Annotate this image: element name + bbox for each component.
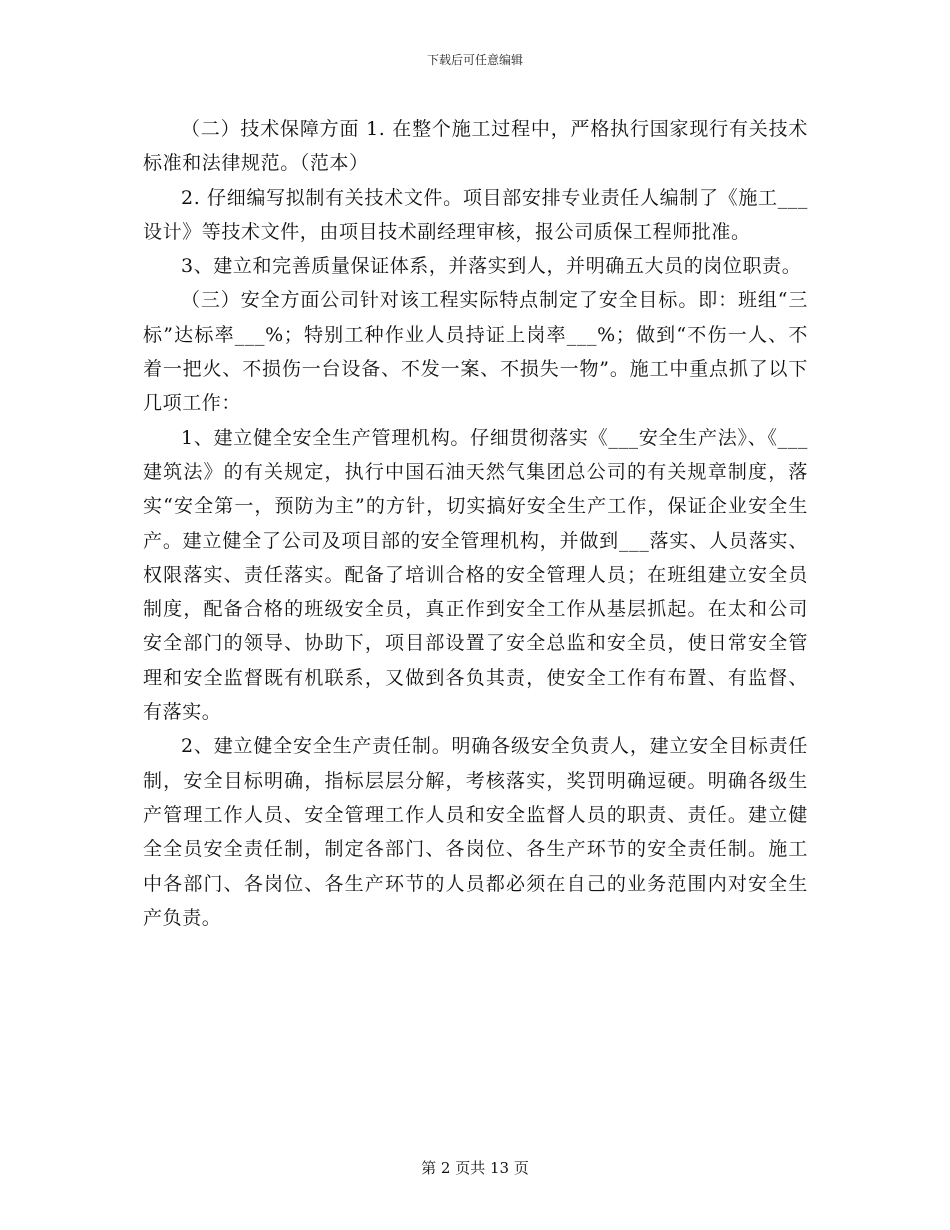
paragraph-safety-targets: （三）安全方面公司针对该工程实际特点制定了安全目标。即：班组“三标”达标率___%；特别工种作业人员持证上岗率___%；做到“不伤一人、不着一把火、不损伤一台设备、不发一案、不损失一物”。施工中重点抓了以下几项工作： xyxy=(143,289,808,415)
paragraph-safety-responsibility: 2、建立健全安全生产责任制。明确各级安全负责人，建立安全目标责任制，安全目标明确，指标层层分解，考核落实，奖罚明确逗硬。明确各级生产管理工作人员、安全管理工作人员和安全监督人员的职责、责任。建立健全全员安全责任制，制定各部门、各岗位、各生产环节的安全责任制。施工中各部门、各岗位、各生产环节的人员都必须在自己的业务范围内对安全生产负责。 xyxy=(143,735,808,929)
page-number: 第 2 页共 13 页 xyxy=(421,1159,529,1177)
paragraph-quality-system: 3、建立和完善质量保证体系，并落实到人，并明确五大员的岗位职责。 xyxy=(181,255,802,278)
paragraph-technical-documents: 2. 仔细编写拟制有关技术文件。项目部安排专业责任人编制了《施工___设计》等技术文件，由项目技术副经理审核，报公司质保工程师批准。 xyxy=(143,186,808,243)
page-header: 下载后可任意编辑 xyxy=(426,53,523,67)
paragraph-safety-organization: 1、建立健全安全生产管理机构。仔细贯彻落实《___安全生产法》、《___建筑法》的有关规定，执行中国石油天然气集团总公司的有关规章制度，落实“安全第一，预防为主”的方针，切实搞好安全生产工作，保证企业安全生产。建立健全了公司及项目部的安全管理机构，并做到___落实、人员落实、权限落实、责任落实。配备了培训合格的安全管理人员；在班组建立安全员制度，配备合格的班级安全员，真正作到安全工作从基层抓起。在太和公司安全部门的领导、协助下，项目部设置了安全总监和安全员，使日常安全管理和安全监督既有机联系，又做到各负其责，使安全工作有布置、有监督、有落实。 xyxy=(143,426,808,724)
paragraph-technical-assurance: （二）技术保障方面 1. 在整个施工过程中，严格执行国家现行有关技术标准和法律规范。（范本） xyxy=(143,118,808,175)
document-body xyxy=(143,112,808,935)
